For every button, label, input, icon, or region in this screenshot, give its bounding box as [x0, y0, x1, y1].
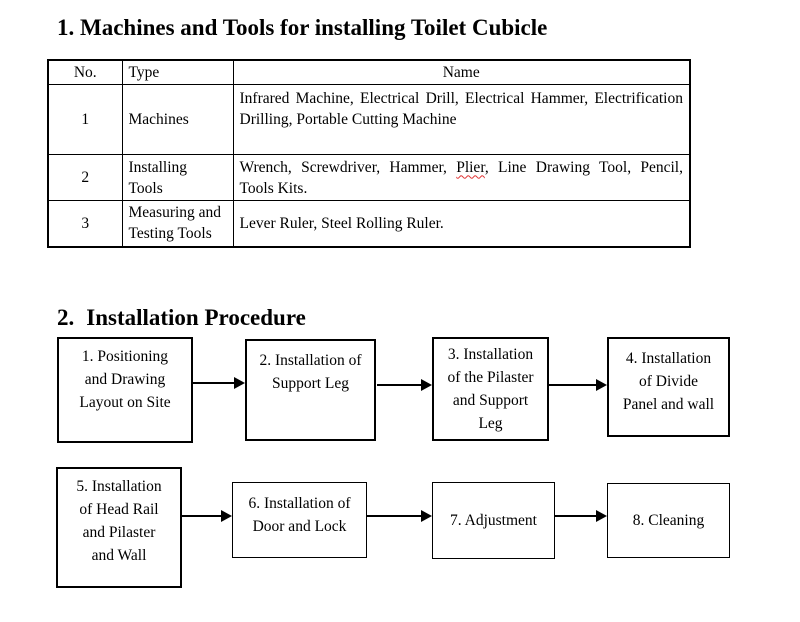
flow-step-6: 6. Installation of Door and Lock: [232, 482, 367, 558]
tools-table: [47, 59, 691, 248]
row2-type-cell: Installing Tools: [122, 155, 233, 201]
flow-step-5: 5. Installation of Head Rail and Pilaster and Wall: [56, 467, 182, 588]
section1-heading: 1. Machines and Tools for installing Toilet Cubicle: [57, 15, 548, 40]
row3-type-cell: Measuring and Testing Tools: [122, 201, 233, 247]
row2-name-prefix: Wrench, Screwdriver, Hammer,: [239, 158, 457, 176]
header-name: Name: [233, 60, 690, 85]
flow-step-3: 3. Installation of the Pilaster and Support Leg: [432, 337, 549, 441]
flow-arrow-5-6: [182, 509, 232, 523]
row2-no-cell: 2: [48, 155, 122, 201]
row2-name-cell: [233, 155, 690, 201]
section2-number: 2.: [57, 305, 75, 330]
flow-step-2: 2. Installation of Support Leg: [245, 339, 376, 441]
flow-step-4: 4. Installation of Divide Panel and wall: [607, 337, 730, 437]
arrowhead-icon: [596, 379, 607, 391]
flow-arrow-6-7: [367, 509, 432, 523]
table-header-row: [48, 60, 690, 85]
row1-type-cell: Machines: [122, 85, 233, 155]
row1-name-cell: Infrared Machine, Electrical Drill, Electrical Hammer, Electrification Drilling, Portable Cutting Machine: [233, 85, 690, 155]
flow-step-1: 1. Positioning and Drawing Layout on Site: [57, 337, 193, 443]
arrowhead-icon: [221, 510, 232, 522]
flow-arrow-7-8: [555, 509, 607, 523]
flow-step-8: 8. Cleaning: [607, 483, 730, 558]
row1-no-cell: 1: [48, 85, 122, 155]
section2-title: Installation Procedure: [86, 305, 306, 330]
misspelled-word: Plier: [456, 158, 485, 176]
flow-arrow-2-3: [377, 378, 432, 392]
arrowhead-icon: [421, 510, 432, 522]
row3-name-cell: Lever Ruler, Steel Rolling Ruler.: [233, 201, 690, 247]
flow-step-7: 7. Adjustment: [432, 482, 555, 559]
row3-no-cell: 3: [48, 201, 122, 247]
section2-heading: [57, 303, 306, 333]
row2-name-suffix: , Line Drawing Tool, Pencil, Tools Kits.: [239, 158, 683, 197]
header-no: No.: [48, 60, 122, 85]
table-row: [48, 155, 690, 201]
flow-arrow-1-2: [193, 376, 245, 390]
table-row: [48, 85, 690, 155]
header-type: Type: [122, 60, 233, 85]
table-row: [48, 201, 690, 247]
flow-arrow-3-4: [549, 378, 607, 392]
arrowhead-icon: [234, 377, 245, 389]
arrowhead-icon: [596, 510, 607, 522]
arrowhead-icon: [421, 379, 432, 391]
